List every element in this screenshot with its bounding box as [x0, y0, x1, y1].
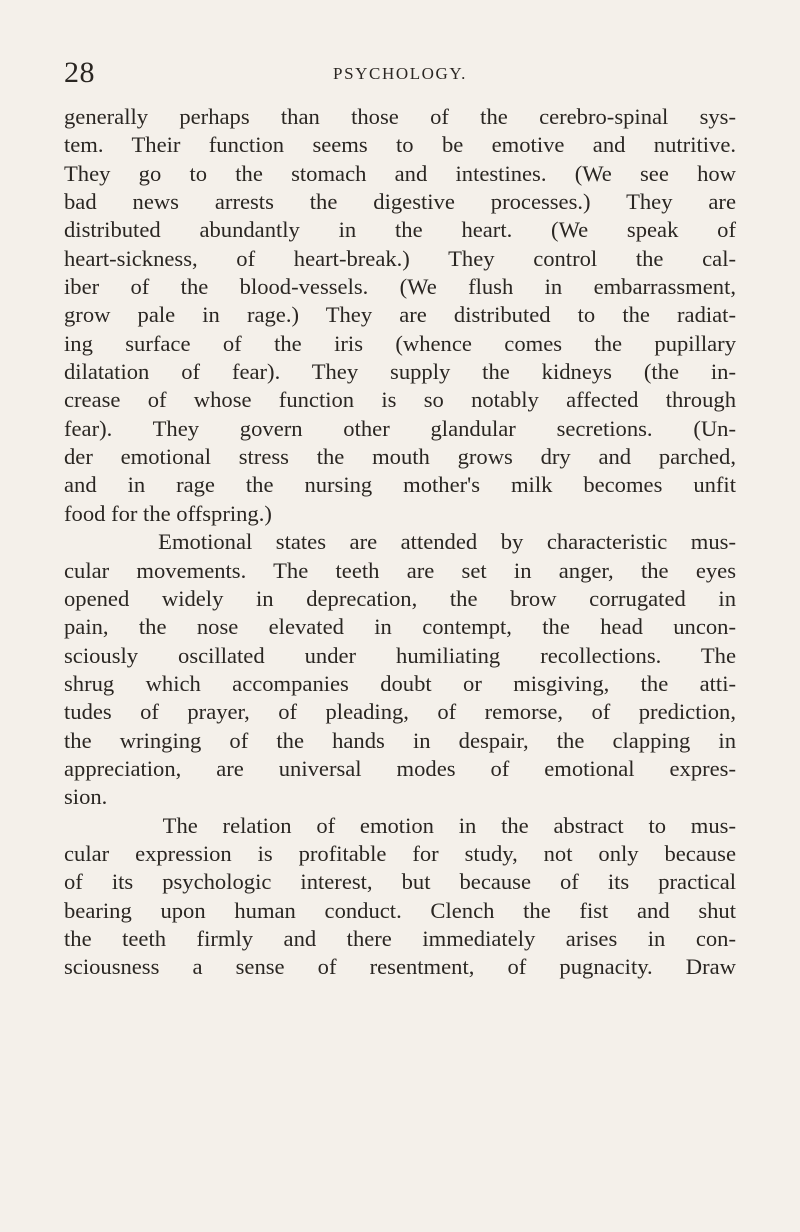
text-line: The relation of emotion in the abstract to mus- — [64, 812, 736, 838]
text-line: shrug which accompanies doubt or misgiving, the atti- — [64, 670, 736, 696]
body-text — [64, 103, 736, 982]
text-line: heart-sickness, of heart-break.) They control the cal- — [64, 245, 736, 271]
text-line: tudes of prayer, of pleading, of remorse, of prediction, — [64, 699, 736, 725]
text-line: the teeth firmly and there immediately arises in con- — [64, 925, 736, 951]
text-line: opened widely in deprecation, the brow corrugated in — [64, 585, 736, 611]
text-line: sciousness a sense of resentment, of pugnacity. Draw — [64, 954, 736, 980]
text-line: pain, the nose elevated in contempt, the head uncon- — [64, 614, 736, 640]
page-number: 28 — [64, 56, 95, 89]
text-line: food for the offspring.) — [64, 500, 272, 526]
text-line: sciously oscillated under humiliating recollections. The — [64, 642, 736, 668]
text-line: ing surface of the iris (whence comes the pupillary — [64, 330, 736, 356]
text-line: sion. — [64, 784, 108, 810]
text-line: iber of the blood-vessels. (We flush in embarrassment, — [64, 274, 736, 300]
text-line: distributed abundantly in the heart. (We speak of — [64, 217, 736, 243]
text-line: the wringing of the hands in despair, the clapping in — [64, 727, 736, 753]
text-line: Emotional states are attended by characteristic mus- — [64, 529, 736, 555]
text-line: dilatation of fear). They supply the kidneys (the in- — [64, 359, 736, 385]
text-line: of its psychologic interest, but because of its practical — [64, 869, 736, 895]
text-line: appreciation, are universal modes of emotional expres- — [64, 755, 736, 781]
text-line: grow pale in rage.) They are distributed to the radiat- — [64, 302, 736, 328]
text-line: crease of whose function is so notably affected through — [64, 387, 736, 413]
text-line: cular movements. The teeth are set in anger, the eyes — [64, 557, 736, 583]
text-line: They go to the stomach and intestines. (We see how — [64, 160, 736, 186]
running-head: PSYCHOLOGY. — [333, 64, 467, 83]
text-line: der emotional stress the mouth grows dry and parched, — [64, 444, 736, 470]
text-line: cular expression is profitable for study, not only because — [64, 840, 736, 866]
text-line: bad news arrests the digestive processes.) They are — [64, 189, 736, 215]
text-line: generally perhaps than those of the cerebro-spinal sys- — [64, 104, 736, 129]
text-line: and in rage the nursing mother's milk becomes unfit — [64, 472, 736, 498]
text-line: bearing upon human conduct. Clench the fist and shut — [64, 897, 736, 923]
page-header — [0, 52, 800, 88]
text-line: tem. Their function seems to be emotive and nutritive. — [64, 132, 736, 158]
text-line: fear). They govern other glandular secretions. (Un- — [64, 415, 736, 441]
